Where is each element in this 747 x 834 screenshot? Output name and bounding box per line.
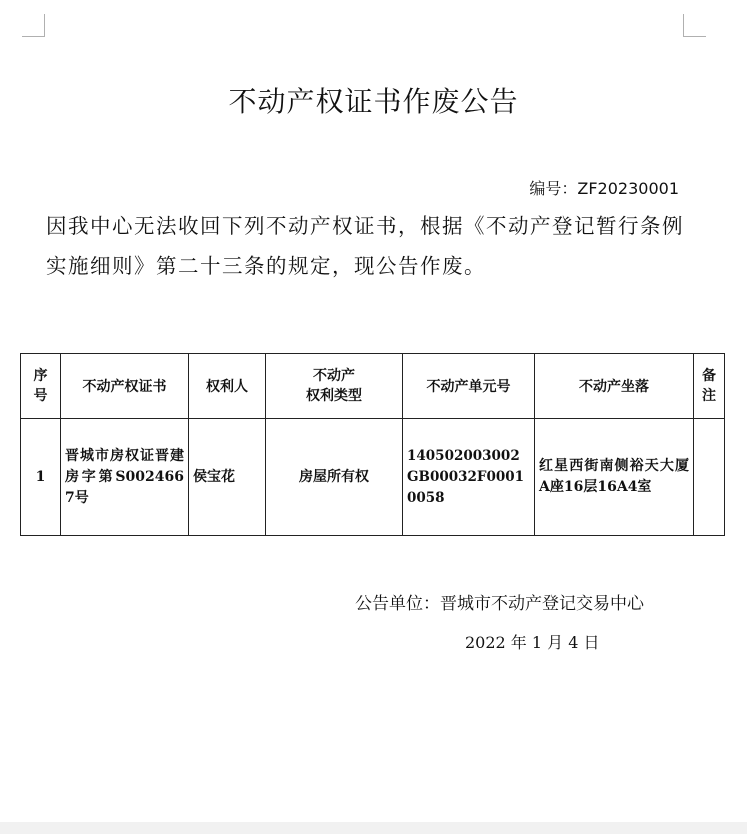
- table-header-row: [21, 354, 725, 419]
- certificate-table: [20, 353, 725, 536]
- cell-unit-no: 140502003002GB00032F00010058: [403, 419, 535, 536]
- document-number: 编号：ZF20230001: [529, 179, 679, 198]
- page-corner-mark-left: [22, 14, 45, 37]
- header-cert: 不动产权证书: [61, 354, 189, 419]
- header-holder: 权利人: [189, 354, 266, 419]
- document-title: 不动产权证书作废公告: [228, 85, 519, 118]
- header-right-type-line2: 权利类型: [306, 388, 362, 404]
- bottom-strip: [0, 822, 747, 834]
- header-right-type-line1: 不动产: [313, 368, 355, 384]
- issue-date: 2022 年 1 月 4 日: [465, 633, 600, 652]
- issuer-line: 公告单位：晋城市不动产登记交易中心: [355, 594, 644, 614]
- table-row: [21, 419, 725, 536]
- header-remark: 备注: [694, 354, 725, 419]
- cell-cert: 晋城市房权证晋建房字第S0024667号: [61, 419, 189, 536]
- cell-location: 红星西街南侧裕天大厦A座16层16A4室: [535, 419, 694, 536]
- header-right-type: [266, 354, 403, 419]
- cell-holder: 侯宝花: [189, 419, 266, 536]
- header-seq: 序号: [21, 354, 61, 419]
- cell-right-type: 房屋所有权: [266, 419, 403, 536]
- cell-remark: [694, 419, 725, 536]
- intro-paragraph: 因我中心无法收回下列不动产权证书，根据《不动产登记暂行条例实施细则》第二十三条的规定，现公告作废。: [46, 214, 684, 278]
- page-corner-mark-right: [683, 14, 706, 37]
- cell-seq: 1: [21, 419, 61, 536]
- header-location: 不动产坐落: [535, 354, 694, 419]
- header-unit-no: 不动产单元号: [403, 354, 535, 419]
